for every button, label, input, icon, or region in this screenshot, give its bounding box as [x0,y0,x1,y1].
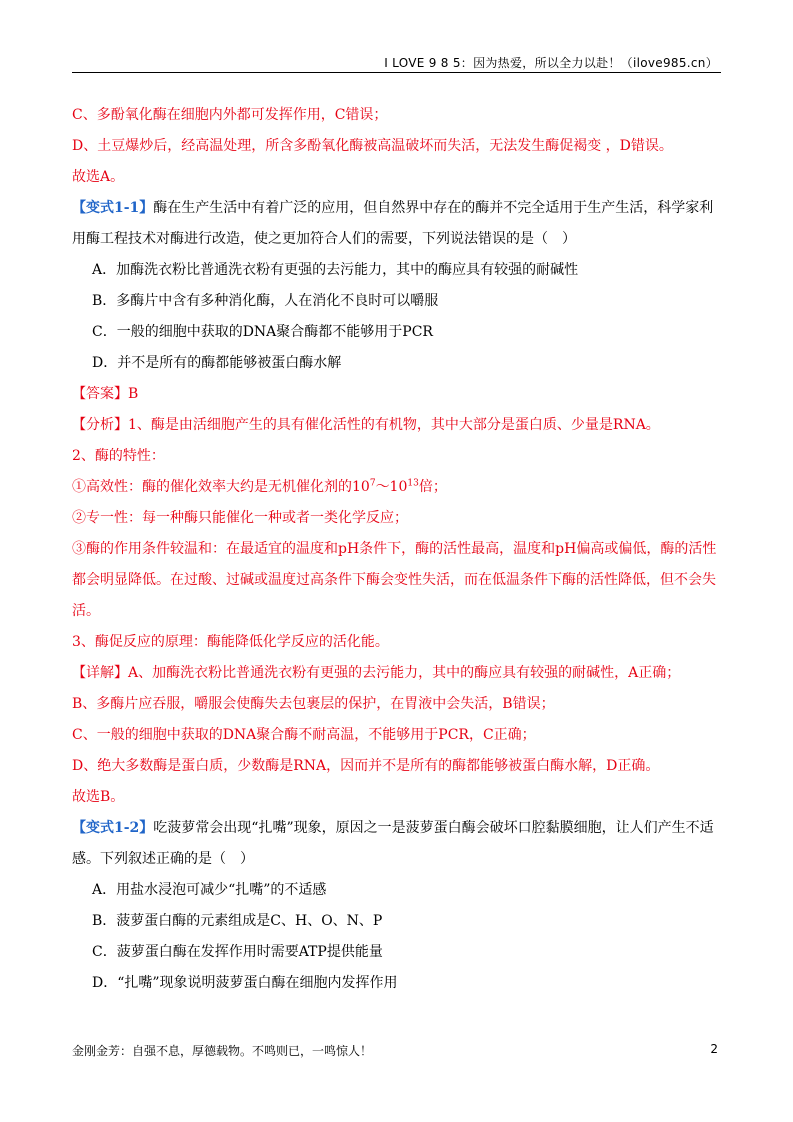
answer: 【答案】B [72,386,139,402]
question-stem: 吃菠萝常会出现“扎嘴”现象，原因之一是菠萝蛋白酶会破坏口腔黏膜细胞，让人们产生不适感。下列叙述正确的是（ ） [72,820,714,867]
option-a: A．加酶洗衣粉比普通洗衣粉有更强的去污能力，其中的酶应具有较强的耐碱性 [92,262,579,278]
option-c: C．菠萝蛋白酶在发挥作用时需要ATP提供能量 [92,944,383,960]
question-tag: 【变式1-2】 [72,820,154,836]
question-1-2 [72,813,721,875]
detail-d: D、绝大多数酶是蛋白质，少数酶是RNA，因而并不是所有的酶都能够被蛋白酶水解，D正确。 [72,758,660,774]
question-stem: 酶在生产生活中有着广泛的应用，但自然界中存在的酶并不完全适用于生产生活，科学家利用酶工程技术对酶进行改造，使之更加符合人们的需要，下列说法错误的是（ ） [72,200,714,247]
efficiency-exponent-2: 13 [407,478,419,489]
prev-option-c-explanation: C、多酚氧化酶在细胞内外都可发挥作用，C错误； [72,107,388,123]
detail-b: B、多酶片应吞服，嚼服会使酶失去包裹层的保护，在胃液中会失活，B错误； [72,696,555,712]
efficiency-mid: ～10 [375,479,408,495]
analysis-principle: 3、酶促反应的原理：酶能降低化学反应的活化能。 [72,634,389,650]
prev-conclusion: 故选A。 [72,169,125,185]
question-1-1 [72,193,721,255]
efficiency-suffix: 倍； [418,479,447,495]
option-b: B．菠萝蛋白酶的元素组成是C、H、O、N、P [92,913,383,929]
efficiency-exponent-1: 7 [369,478,376,489]
analysis-mild-conditions: ③酶的作用条件较温和：在最适宜的温度和pH条件下，酶的活性最高，温度和pH偏高或偏低，酶的活性都会明显降低。在过酸、过碱或温度过高条件下酶会变性失活，而在低温条件下酶的活性降低，但不会失活。 [72,541,717,619]
footer-motto: 金刚金芳：自强不息，厚德载物。不鸣则已，一鸣惊人！ [72,1044,373,1058]
conclusion: 故选B。 [72,789,125,805]
prev-option-d-explanation: D、土豆爆炒后，经高温处理，所含多酚氧化酶被高温破坏而失活，无法发生酶促褐变 ，D错误。 [72,138,673,154]
option-d: D．并不是所有的酶都能够被蛋白酶水解 [92,355,342,371]
question-tag: 【变式1-1】 [72,200,154,216]
option-a: A．用盐水浸泡可减少“扎嘴”的不适感 [92,882,327,898]
page-header: I LOVE 9 8 5：因为热爱，所以全力以赴！（ilove985.cn） [384,56,718,70]
analysis-point-1: 【分析】1、酶是由活细胞产生的具有催化活性的有机物，其中大部分是蛋白质、少量是RNA。 [72,417,660,433]
detail-a: 【详解】A、加酶洗衣粉比普通洗衣粉有更强的去污能力，其中的酶应具有较强的耐碱性，A正确； [72,665,681,681]
efficiency-prefix: ①高效性：酶的催化效率大约是无机催化剂的10 [72,479,370,495]
option-c: C．一般的细胞中获取的DNA聚合酶都不能够用于PCR [92,324,433,340]
detail-c: C、一般的细胞中获取的DNA聚合酶不耐高温，不能够用于PCR，C正确； [72,727,536,743]
page-number: 2 [710,1042,718,1056]
option-d: D．“扎嘴”现象说明菠萝蛋白酶在细胞内发挥作用 [92,975,398,991]
option-b: B．多酶片中含有多种消化酶，人在消化不良时可以嚼服 [92,293,439,309]
analysis-specificity: ②专一性：每一种酶只能催化一种或者一类化学反应； [72,510,408,526]
header-rule [72,72,721,73]
analysis-efficiency [72,472,721,503]
analysis-point-2: 2、酶的特性： [72,448,165,464]
page-content [72,100,721,999]
